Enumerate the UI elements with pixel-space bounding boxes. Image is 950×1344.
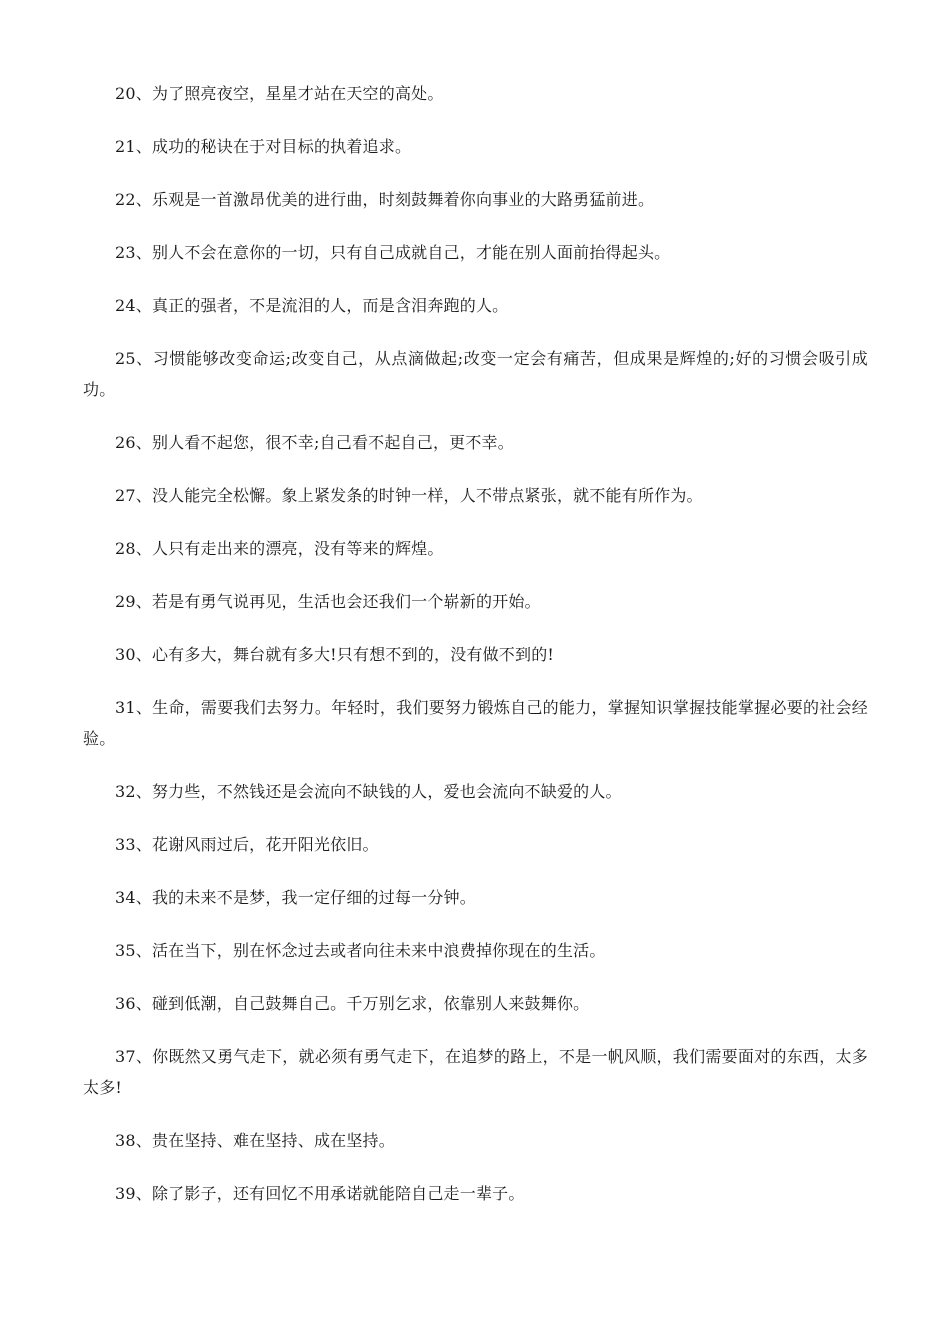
list-item: 22、乐观是一首激昂优美的进行曲，时刻鼓舞着你向事业的大路勇猛前进。: [115, 190, 655, 209]
list-item: 23、别人不会在意你的一切，只有自己成就自己，才能在别人面前抬得起头。: [115, 243, 671, 262]
list-item: 37、你既然又勇气走下，就必须有勇气走下，在追梦的路上，不是一帆风顺，我们需要面对的东西，太多太多!: [83, 1047, 868, 1097]
list-item: 34、我的未来不是梦，我一定仔细的过每一分钟。: [115, 888, 476, 907]
list-item: 32、努力些，不然钱还是会流向不缺钱的人，爱也会流向不缺爱的人。: [115, 782, 622, 801]
list-item: 33、花谢风雨过后，花开阳光依旧。: [115, 835, 379, 854]
list-item: 26、别人看不起您，很不幸;自己看不起自己，更不幸。: [115, 433, 514, 452]
list-item: 35、活在当下，别在怀念过去或者向往未来中浪费掉你现在的生活。: [115, 941, 606, 960]
list-item: 28、人只有走出来的漂亮，没有等来的辉煌。: [115, 539, 444, 558]
list-item: 31、生命，需要我们去努力。年轻时，我们要努力锻炼自己的能力，掌握知识掌握技能掌握必要的社会经验。: [83, 698, 868, 748]
document-body: [83, 78, 868, 1231]
list-item: 30、心有多大，舞台就有多大!只有想不到的，没有做不到的!: [115, 645, 555, 664]
list-item: 20、为了照亮夜空，星星才站在天空的高处。: [115, 84, 444, 103]
list-item: 21、成功的秘诀在于对目标的执着追求。: [115, 137, 412, 156]
list-item: 36、碰到低潮，自己鼓舞自己。千万别乞求，依靠别人来鼓舞你。: [115, 994, 590, 1013]
list-item: 24、真正的强者，不是流泪的人，而是含泪奔跑的人。: [115, 296, 509, 315]
list-item: 39、除了影子，还有回忆不用承诺就能陪自己走一辈子。: [115, 1184, 525, 1203]
list-item: 29、若是有勇气说再见，生活也会还我们一个崭新的开始。: [115, 592, 541, 611]
list-item: 27、没人能完全松懈。象上紧发条的时钟一样，人不带点紧张，就不能有所作为。: [115, 486, 703, 505]
list-item: 38、贵在坚持、难在坚持、成在坚持。: [115, 1131, 395, 1150]
list-item: 25、习惯能够改变命运;改变自己，从点滴做起;改变一定会有痛苦，但成果是辉煌的;好的习惯会吸引成功。: [83, 349, 868, 399]
